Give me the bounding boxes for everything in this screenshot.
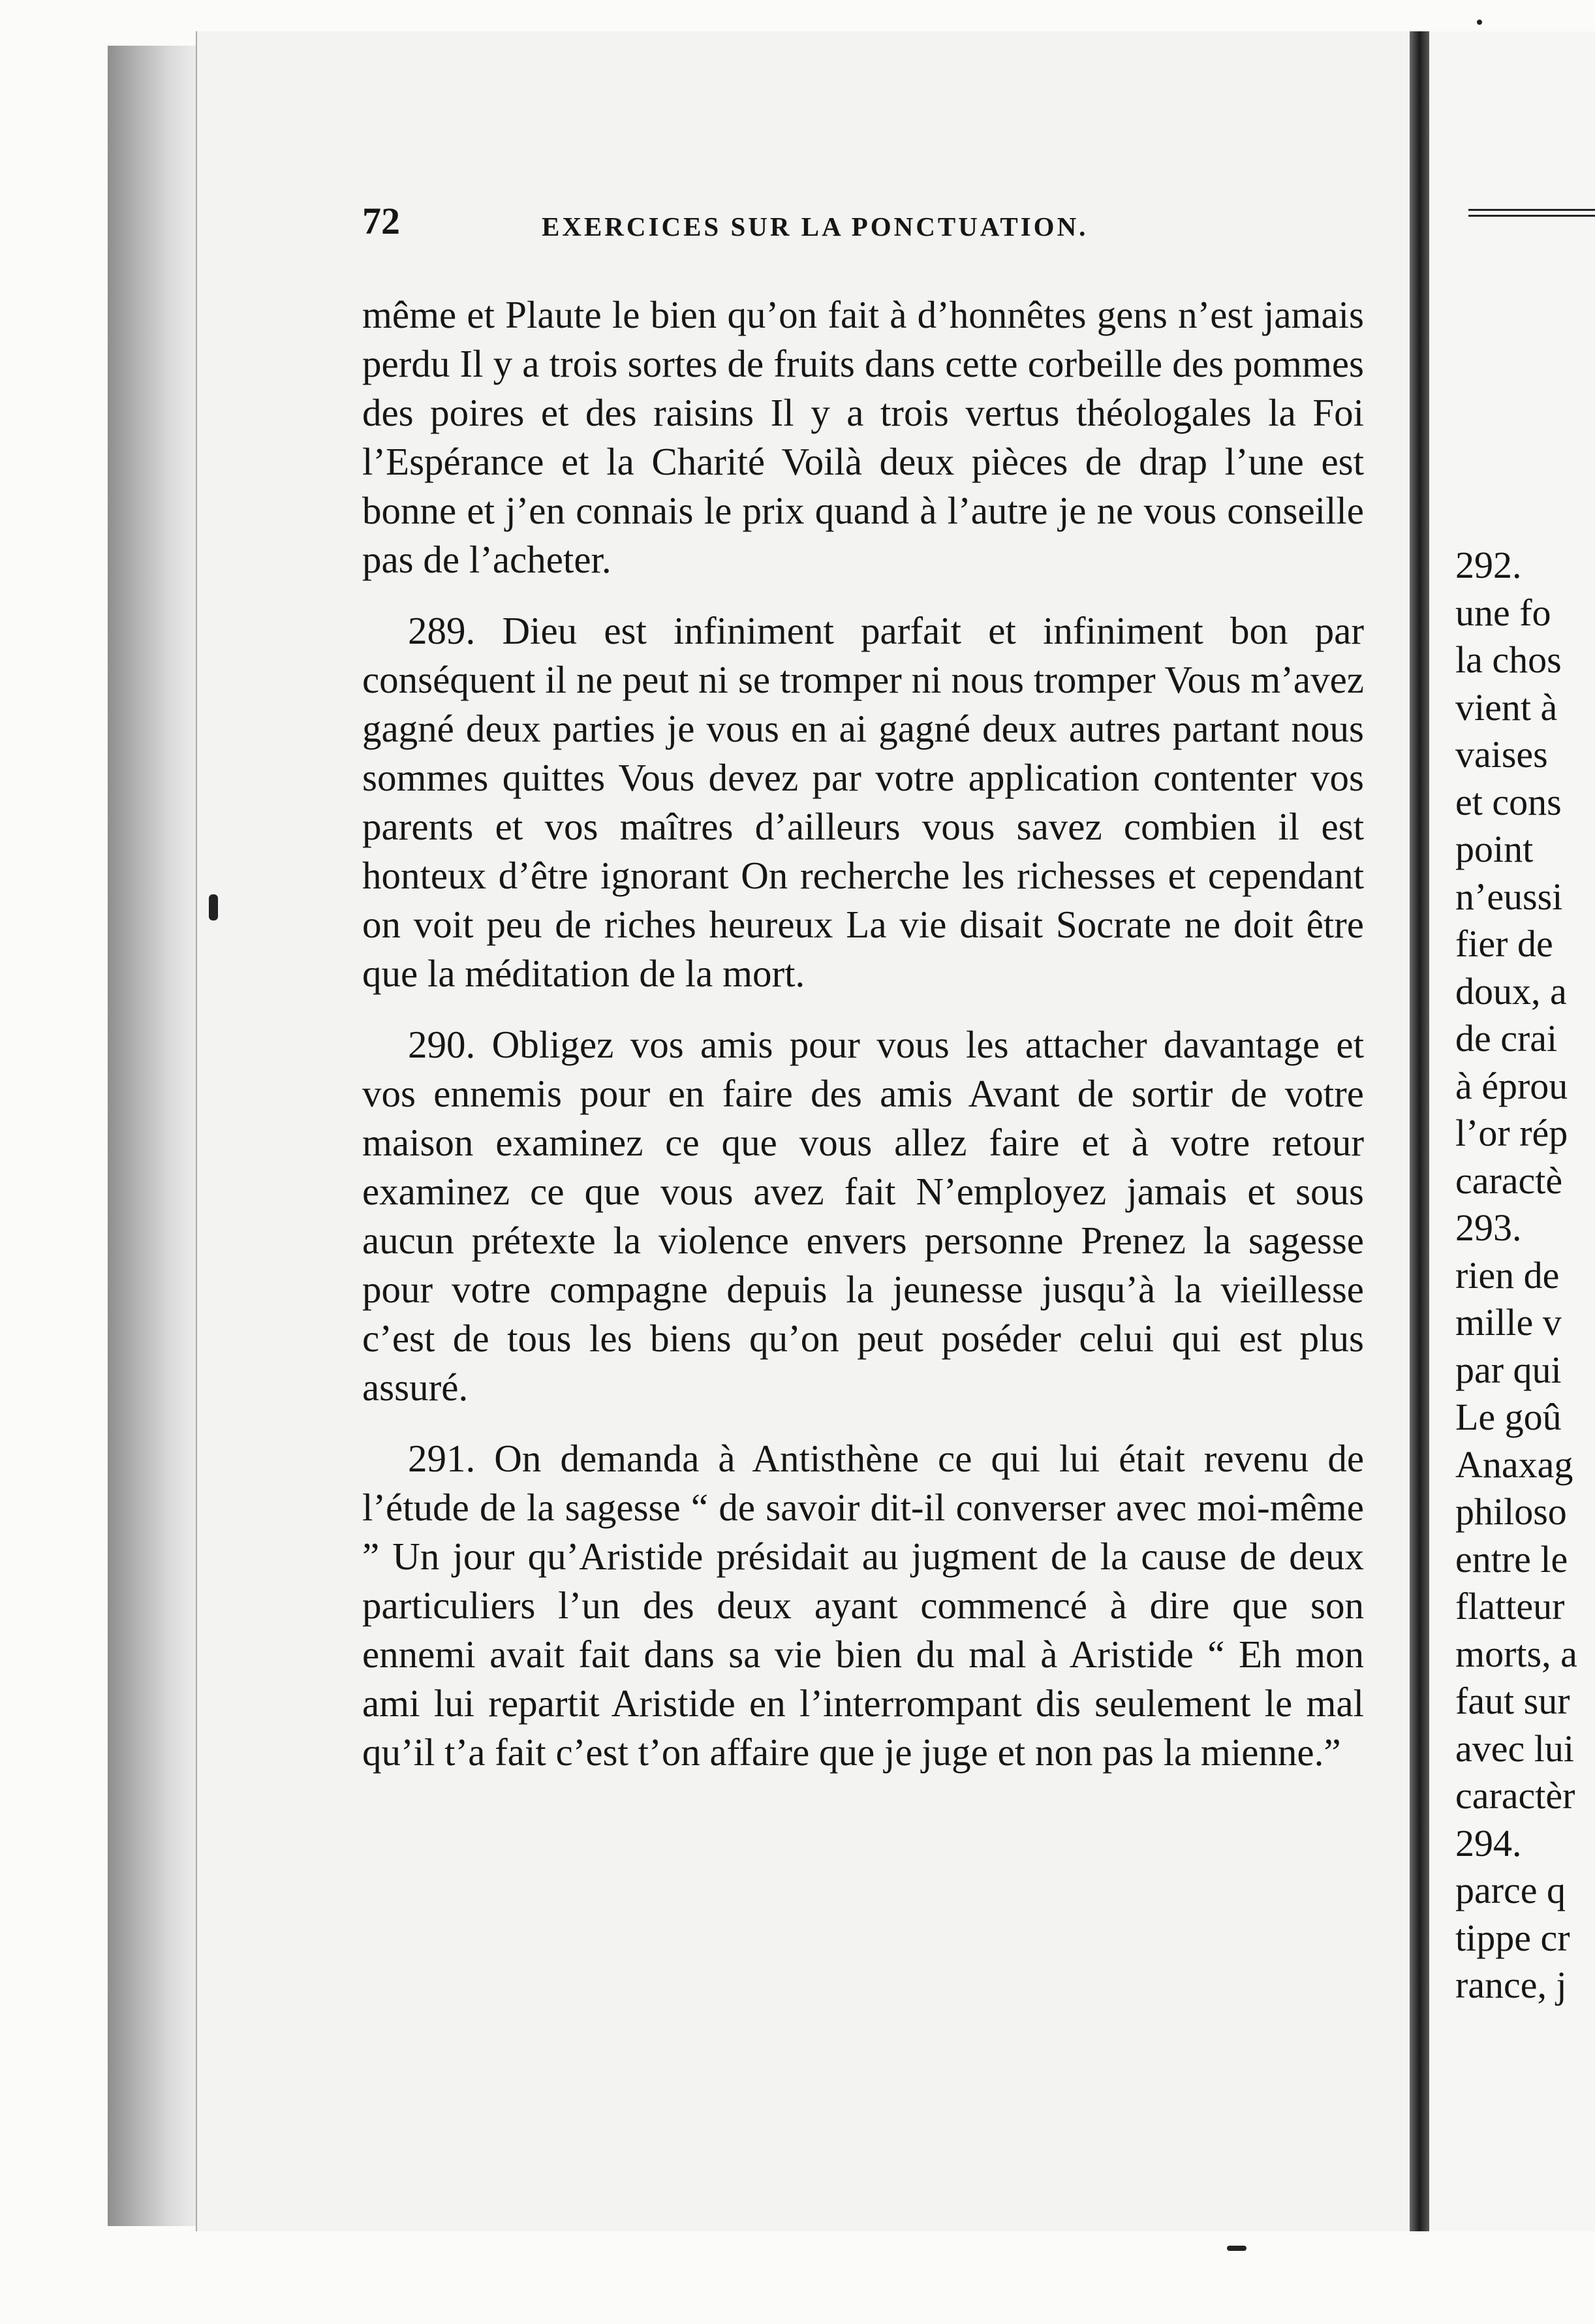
facing-line: faut sur	[1455, 1680, 1570, 1722]
facing-line: 292.	[1455, 544, 1522, 586]
exercise-290	[362, 1020, 1364, 1412]
exercise-291	[362, 1434, 1364, 1777]
facing-line: 294.	[1455, 1821, 1522, 1864]
facing-page-text	[1455, 542, 1595, 2009]
exercise-number: 289.	[408, 609, 476, 652]
paragraph-text: On demanda à Antisthène ce qui lui était revenu de l’étude de la sagesse “ de savoir dit-il converser avec moi-même ” Un jour qu’Aristide présidait au jugment de la cause de deux particuliers l’un des deux ayant commencé à dire que son ennemi avait fait dans sa vie bien du mal à Aristide “ Eh mon ami lui repartit Aristide en l’interrompant dis seulement le mal qu’il t’a fait c’est t’on affaire que je juge et non pas la mienne.”	[362, 1437, 1365, 1774]
facing-line: flatteur	[1455, 1585, 1565, 1627]
facing-line: une fo	[1455, 591, 1551, 634]
facing-line: avec lui	[1455, 1727, 1574, 1770]
facing-line: fier de	[1455, 922, 1553, 965]
facing-line: vient à	[1455, 685, 1558, 729]
facing-line: de crai	[1455, 1017, 1558, 1060]
facing-line: Anaxag	[1455, 1443, 1573, 1486]
paragraph-text: Obligez vos amis pour vous les attacher davantage et vos ennemis pour en faire des amis Avant de sortir de votre maison examinez ce que vous allez faire et à votre retour examinez ce que vous avez fait N’employez jamais et sous aucun prétexte la violence envers personne Prenez la sagesse pour votre compagne depuis la jeunesse jusqu’à la vieillesse c’est de tous les biens qu’on peut poséder celui qui est plus assuré.	[362, 1023, 1364, 1409]
running-head: EXERCICES SUR LA PONCTUATION.	[542, 212, 1089, 242]
facing-line: entre le	[1455, 1537, 1568, 1580]
paragraph-text: même et Plaute le bien qu’on fait à d’honnêtes gens n’est jamais perdu Il y a trois sortes de fruits dans cette corbeille des pommes des poires et des raisins Il y a trois vertus théologales la Foi l’Espérance et la Charité Voilà deux pièces de drap l’une est bonne et j’en connais le prix quand à l’autre je ne vous conseille pas de l’acheter.	[362, 293, 1364, 581]
page-number: 72	[362, 200, 400, 242]
facing-line: parce q	[1455, 1869, 1566, 1911]
facing-line: la chos	[1455, 638, 1562, 681]
paragraph-text: Dieu est infiniment parfait et infiniment bon par conséquent il ne peut ni se tromper ni nous tromper Vous m’avez gagné deux parties je vous en ai gagné deux autres partant nous sommes quittes Vous devez par votre application contenter vos parents et vos maîtres d’ailleurs vous savez combien il est honteux d’être ignorant On recherche les richesses et cependant on voit peu de riches heureux La vie disait Socrate ne doit être que la méditation de la mort.	[362, 609, 1365, 995]
exercise-number: 291.	[408, 1437, 476, 1480]
facing-line: philoso	[1455, 1490, 1567, 1533]
exercise-number: 290.	[408, 1023, 476, 1066]
page-header	[362, 199, 1364, 251]
facing-line: rance, j	[1455, 1964, 1567, 2006]
facing-line: doux, a	[1455, 969, 1567, 1013]
facing-page-rule	[1468, 209, 1595, 217]
facing-line: caractè	[1455, 1159, 1563, 1202]
facing-line: à éprou	[1455, 1064, 1568, 1107]
facing-line: tippe cr	[1455, 1916, 1570, 1959]
facing-line: Le goû	[1455, 1396, 1562, 1438]
scan-speck	[1227, 2246, 1247, 2251]
facing-line: vaises	[1455, 733, 1548, 776]
book-page-edges	[108, 46, 196, 2226]
facing-line: mille v	[1455, 1301, 1562, 1343]
scan-speck	[1477, 20, 1482, 25]
main-text	[362, 290, 1364, 1799]
facing-line: n’eussi	[1455, 875, 1563, 918]
facing-line: morts, a	[1455, 1632, 1577, 1675]
exercise-289	[362, 606, 1364, 998]
facing-line: l’or rép	[1455, 1112, 1568, 1154]
facing-line: par qui	[1455, 1348, 1562, 1391]
facing-line: et cons	[1455, 780, 1562, 823]
facing-line: rien de	[1455, 1253, 1560, 1296]
scan-speck	[209, 894, 218, 920]
facing-line: 293.	[1455, 1206, 1522, 1249]
paragraph-continued	[362, 290, 1364, 584]
book-gutter	[1410, 31, 1429, 2231]
facing-line: caractèr	[1455, 1774, 1575, 1817]
facing-line: point	[1455, 828, 1534, 870]
